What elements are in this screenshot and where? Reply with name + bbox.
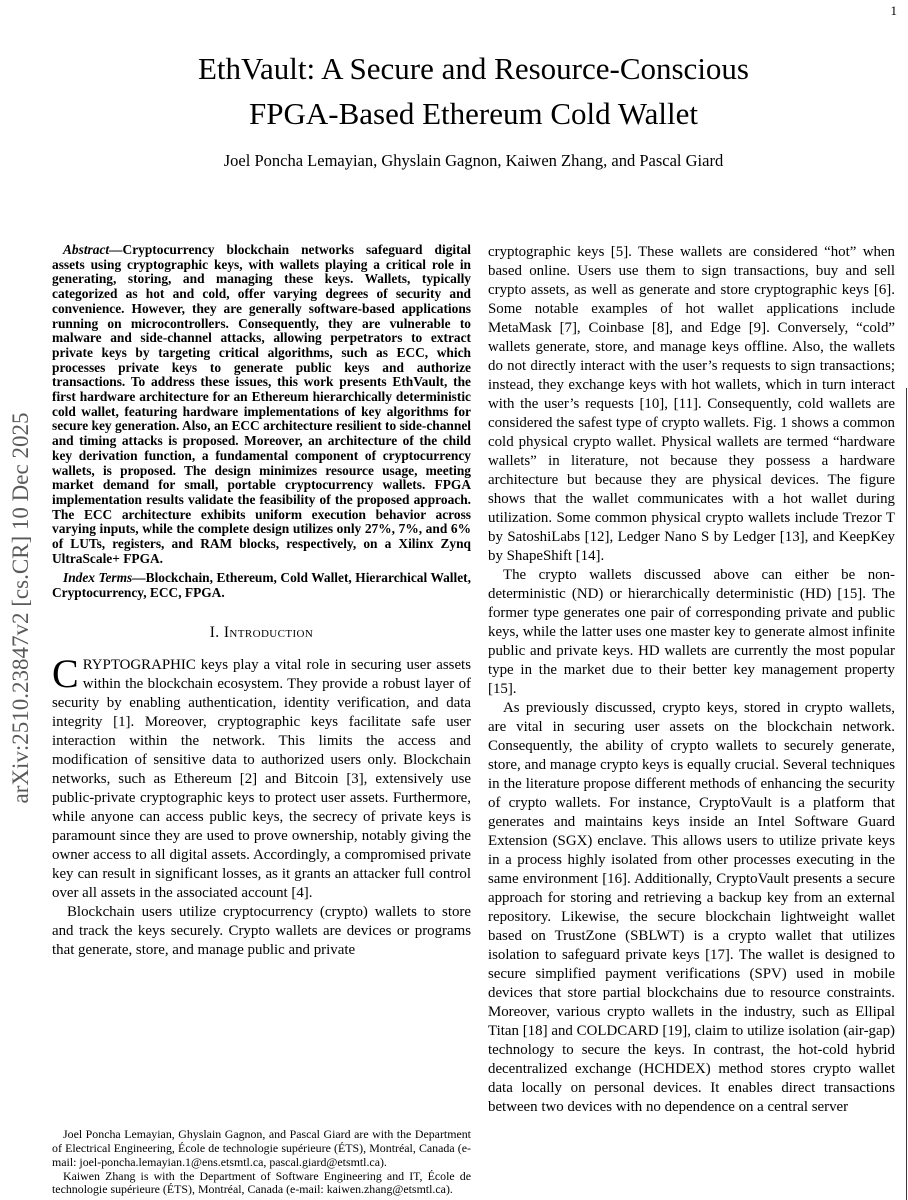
- authors-line: Joel Poncha Lemayian, Ghyslain Gagnon, Kaiwen Zhang, and Pascal Giard: [223, 151, 724, 170]
- title-line-1: EthVault: A Secure and Resource-Conscious: [197, 51, 749, 86]
- intro-paragraph-1: [52, 650, 471, 903]
- paper-header: [52, 0, 895, 171]
- intro-paragraph-1-text: keys play a vital role in securing user assets within the blockchain ecosystem. They provide a robust layer of security by enabling authentication, identity verification, and data integrity [1]. Moreover, cryptographic keys facilitate safe user interaction within the network. This limits the access and modification of sensitive data to authorized users only. Blockchain networks, such as Ethereum [2] and Bitcoin [3], extensively use public-private cryptographic keys to protect user assets. Furthermore, while anyone can access public keys, the secrecy of private keys is paramount since they are used to prove ownership, notably giving the owner access to all digital assets. Accordingly, a compromised private key can result in significant losses, as it grants an attacker full control over all assets in the associated account [4].: [52, 656, 471, 901]
- page-number: 1: [890, 3, 897, 18]
- abstract-label: Abstract—: [63, 242, 123, 257]
- right-paragraph-2: The crypto wallets discussed above can either be non-deterministic (ND) or hierarchically deterministic (HD) [15]. The former type generates one pair of corresponding private and public keys, while the latter uses one master key to generate almost infinite public and private keys. HD wallets are currently the most popular type in the market due to their better key management property [15].: [488, 567, 895, 697]
- intro-paragraph-2: Blockchain users utilize cryptocurrency (crypto) wallets to store and track the keys securely. Crypto wallets are devices or programs that generate, store, and manage public and private: [52, 903, 471, 958]
- left-column: [52, 243, 471, 1200]
- dropcap-letter: C: [52, 650, 79, 696]
- index-terms-label: Index Terms—: [63, 570, 146, 586]
- right-column: [488, 243, 895, 1200]
- right-paragraph-1: cryptographic keys [5]. These wallets are considered “hot” when based online. Users use them to sign transactions, buy and sell crypto assets, as well as generate and store cryptographic keys [6]. Some notable examples of hot wallet applications include MetaMask [7], Coinbase [8], and Edge [9]. Conversely, “cold” wallets generate, store, and manage keys offline. Also, the wallets do not directly interact with the user’s requests to sign transactions; instead, they exchange keys with hot wallets, which in turn interact with the user’s requests [10], [11]. Consequently, cold wallets are considered the safest type of crypto wallets. Fig. 1 shows a common cold physical crypto wallet. Physical wallets are termed “hardware wallets” in literature, not because they possess a hardware architecture but because they are physical devices. The figure shows that the wallet communicates with a hot wallet during utilization. Some common physical crypto wallets include Trezor T by SatoshiLabs [12], Ledger Nano S by Ledger [13], and KeepKey by ShapeShift [14].: [488, 244, 895, 564]
- two-column-body: [52, 243, 895, 1200]
- right-paragraph-3: As previously discussed, crypto keys, stored in crypto wallets, are vital in securing user assets on the blockchain network. Consequently, the ability of crypto wallets to securely generate, store, and manage crypto keys is equally crucial. Several techniques in the literature propose different methods of enhancing the security of crypto wallets. For instance, CryptoVault is a platform that generates and maintains keys inside an Intel Software Guard Extension (SGX) enclave. This allows users to utilize private keys in a process highly isolated from other processes executing in the same environment [16]. Additionally, CryptoVault presents a secure approach for storing and retrieving a backup key from an external repository. Likewise, the secure blockchain lightweight wallet based on TrustZone (SBLWT) is a crypto wallet that utilizes isolation to safeguard private keys [17]. The wallet is designed to secure simplified payment verifications (SPV) used in mobile devices that store partial blockchains due to resource constraints. Moreover, various crypto wallets in the industry, such as Ellipal Titan [18] and COLDCARD [19], claim to utilize isolation (air-gap) technology to secure the keys. In contrast, the hot-cold hybrid decentralized exchange (HCHDEX) method stores crypto wallet data locally on personal devices. It enables direct transactions between two devices with no dependence on a central server: [488, 700, 895, 1115]
- abstract-text: Cryptocurrency blockchain networks safeguard digital assets using cryptographic keys, with wallets playing a critical role in generating, storing, and managing these keys. Wallets, typically categorized as hot and cold, offer varying degrees of security and convenience. However, they are generally software-based applications running on microcontrollers. Consequently, they are vulnerable to malware and side-channel attacks, allowing perpetrators to extract private keys by targeting critical algorithms, such as ECC, which processes private keys to generate public keys and authorize transactions. To address these issues, this work presents EthVault, the first hardware architecture for an Ethereum hierarchically deterministic cold wallet, featuring hardware implementations of key algorithms for secure key generation. Also, an ECC architecture resilient to side-channel and timing attacks is proposed. Moreover, an architecture of the child key derivation function, a fundamental component of cryptocurrency wallets, is proposed. The design minimizes resource usage, meeting market demand for small, portable cryptocurrency wallets. FPGA implementation results validate the feasibility of the proposed approach. The ECC architecture exhibits uniform execution behavior across varying inputs, while the complete design utilizes only 27%, 7%, and 6% of LUTs, registers, and RAM blocks, respectively, on a Xilinx Zynq UltraScale+ FPGA.: [52, 242, 471, 566]
- page-edge-line: [906, 388, 907, 1200]
- paper-title: [52, 46, 895, 136]
- intro-paragraph-1-firstword: RYPTOGRAPHIC: [82, 656, 196, 673]
- section-heading-introduction: I. Introduction: [209, 623, 314, 641]
- footnote-paragraph-2: Kaiwen Zhang is with the Department of Software Engineering and IT, École de technologie supérieure (ÉTS), Montréal, Canada (e-mail: kaiwen.zhang@etsmtl.ca).: [52, 1168, 471, 1197]
- footnote-paragraph-1: Joel Poncha Lemayian, Ghyslain Gagnon, and Pascal Giard are with the Department of Electrical Engineering, École de technologie supérieure (ÉTS), Montréal, Canada (e-mail: joel-poncha.lemayian.1@ens.etsmtl.ca, pascal.giard@etsmtl.ca).: [52, 1127, 471, 1169]
- author-footnote: [52, 1128, 471, 1200]
- arxiv-watermark: arXiv:2510.23847v2 [cs.CR] 10 Dec 2025: [8, 412, 33, 804]
- index-terms: [52, 571, 471, 600]
- abstract: [52, 243, 471, 566]
- index-terms-text: Blockchain, Ethereum, Cold Wallet, Hierarchical Wallet, Cryptocurrency, ECC, FPGA.: [52, 570, 471, 601]
- title-line-2: FPGA-Based Ethereum Cold Wallet: [249, 96, 698, 131]
